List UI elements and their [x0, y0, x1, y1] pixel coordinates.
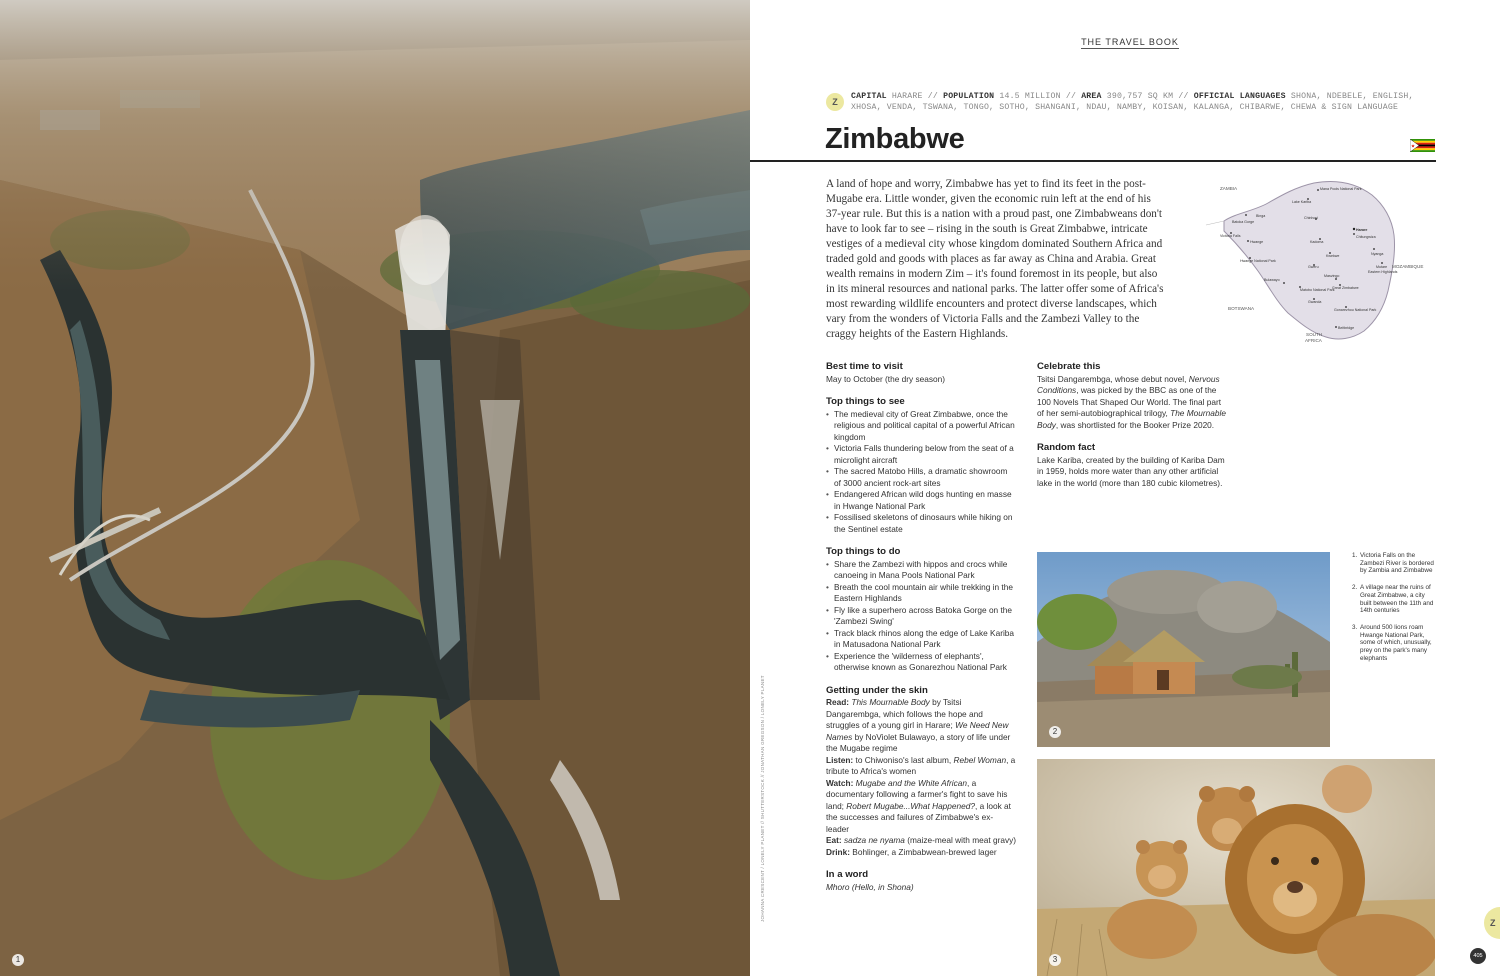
watch-text: , a documentary following a farmer's fight to save his land;: [826, 777, 1008, 811]
celebrate-part: , was shortlisted for the Booker Prize 2020.: [1055, 419, 1215, 430]
map-place-bulawayo: Bulawayo: [1264, 278, 1280, 282]
listen-text: , a tribute to Africa's women: [826, 754, 1016, 776]
eat-text: (maize-meal with meat gravy): [904, 835, 1017, 845]
map-place-masvingo: Masvingo: [1324, 274, 1340, 278]
watch-line: [826, 778, 1016, 836]
running-head: [1040, 37, 1220, 47]
in-a-word-value: Mhoro (Hello, in Shona): [826, 881, 914, 892]
watch-text: , a look at the successes and failures of Zimbabwe's ex-leader: [826, 800, 1011, 834]
area-value: 390,757 SQ KM: [1106, 92, 1174, 101]
listen-label: Listen:: [826, 754, 854, 765]
map-dot: [1335, 278, 1337, 280]
map-dot: [1317, 189, 1319, 191]
map-place-chinhoyi: Chinhoyi: [1304, 216, 1318, 220]
map-place-harare: Harare: [1356, 228, 1368, 232]
celebrate-title: The Mournable Body: [1037, 408, 1226, 430]
list-item: • Share the Zambezi with hippos and crocs while canoeing in Mana Pools National Park: [826, 559, 1016, 582]
read-label: Read:: [826, 697, 850, 707]
map-place-kwekwe: Kwekwe: [1326, 254, 1340, 258]
intro-paragraph: A land of hope and worry, Zimbabwe has yet to find its feet in the post-Mugabe era. Little wonder, given the economic ruin left at the end of his 37-year rule. But this is a nation with a proud past, one Zimbabweans don't have to look far to see – rising in the south is Great Zimbabwe, intricate vestiges of a medieval city whose kingdom dominated Southern Africa and traded gold and goods with places as far away as China and Arabia. Great wealth remains in modern Zim – it's found foremost in its people, but also in its mineral resources and national parks. The latter offer some of Africa's most rewarding wildlife encounters and protect diverse landscapes, which vary from the wonders of Victoria Falls and the Zambezi Valley to the craggy heights of the Eastern Highlands.: [826, 178, 1164, 340]
map-label-botswana: BOTSWANA: [1228, 306, 1255, 311]
top-see-section: [826, 396, 1016, 535]
page-number: 405: [1470, 948, 1486, 964]
population-label: POPULATION: [943, 92, 995, 101]
eat-label: Eat:: [826, 835, 842, 845]
listen-line: [826, 755, 1016, 778]
map-place-lake-kariba: Lake Kariba: [1292, 200, 1312, 204]
drink-label: Drink:: [826, 846, 850, 857]
under-skin-section: [826, 685, 1016, 859]
random-fact-section: [1037, 442, 1227, 489]
photo-credit-text: JOHANNA CRESCENT / LONELY PLANET // SHUTTERSTOCK // JONATHAN GREGSON / LONELY PLANET: [760, 675, 765, 922]
map-dot: [1283, 282, 1285, 284]
thumb-tab-letter: Z: [1484, 907, 1500, 939]
top-do-section: [826, 546, 1016, 674]
top-see-list: [826, 409, 1016, 536]
photo-number-3: 3: [1049, 954, 1061, 966]
read-title: We Need New Names: [826, 720, 1009, 742]
celebrate-section: [1037, 361, 1227, 431]
facts-text: [851, 91, 1436, 113]
area-label: AREA: [1081, 92, 1102, 101]
watch-title: Mugabe and the White African: [855, 777, 967, 788]
title-rule: [750, 160, 1436, 162]
languages-label: OFFICIAL LANGUAGES: [1193, 92, 1286, 101]
celebrate-part: Tsitsi Dangarembga, whose debut novel,: [1037, 373, 1189, 384]
caption-text: A village near the ruins of Great Zimbabwe, a city built between the 11th and 14th centuries: [1360, 584, 1434, 615]
photo-credit: [752, 675, 765, 922]
best-time-text: May to October (the dry season): [826, 373, 945, 384]
map-place-great-zimbabwe: Great Zimbabwe: [1332, 286, 1359, 290]
facts-separator: //: [1173, 92, 1194, 101]
map-dot: [1245, 214, 1247, 216]
lions-illustration: [1037, 759, 1435, 976]
best-time-heading: Best time to visit: [826, 361, 903, 372]
map-place-mutare: Mutare: [1376, 265, 1388, 269]
in-a-word-heading: In a word: [826, 869, 869, 880]
watch-title: Robert Mugabe...What Happened?: [846, 800, 975, 811]
map-place-gonarezhou: Gonarezhou National Park: [1334, 308, 1377, 312]
map-place-victoria-falls: Victoria Falls: [1220, 234, 1241, 238]
facts-separator: //: [1060, 92, 1082, 101]
list-item: • Endangered African wild dogs hunting en masse in Hwange National Park: [826, 489, 1016, 512]
map-dot: [1373, 248, 1375, 250]
drink-text: Bohlinger, a Zimbabwean-brewed lager: [849, 846, 997, 857]
read-text: by Tsitsi Dangarembga, which follows the hope and struggles of a young girl in Harare;: [826, 697, 983, 730]
in-a-word-section: [826, 869, 1016, 893]
photo-number-1: 1: [12, 954, 24, 966]
map-dot: [1353, 228, 1355, 230]
photo-captions: [1352, 552, 1436, 671]
map-label-africa: AFRICA: [1305, 338, 1322, 343]
list-item: • The medieval city of Great Zimbabwe, once the religious and political capital of a powerful African kingdom: [826, 409, 1016, 444]
map-dot: [1335, 326, 1337, 328]
read-title: This Mournable Body: [851, 697, 930, 707]
map-place-nyanga: Nyanga: [1371, 252, 1384, 256]
map-place-binga: Binga: [1256, 214, 1266, 218]
capital-label: CAPITAL: [851, 92, 887, 101]
info-column-left: [826, 361, 1016, 904]
map-place-gweru: Gweru: [1308, 265, 1319, 269]
list-item: • Fly like a superhero across Batoka Gorge on the 'Zambezi Swing': [826, 605, 1016, 628]
list-item: • Track black rhinos along the edge of Lake Kariba in Matusadona National Park: [826, 628, 1016, 651]
population-value: 14.5 MILLION: [999, 92, 1061, 101]
list-item: • Experience the 'wilderness of elephants', otherwise known as Gonarezhou National Park: [826, 651, 1016, 674]
caption-number: 2.: [1352, 584, 1358, 592]
top-do-list: [826, 559, 1016, 674]
facts-separator: //: [922, 92, 944, 101]
zimbabwe-map: [1196, 173, 1436, 351]
map-place-batoka-gorge: Batoka Gorge: [1232, 220, 1255, 224]
caption-text: Around 500 lions roam Hwange National Park, some of which, unusually, prey on the park's many elephants: [1360, 623, 1432, 662]
map-place-gwanda: Gwanda: [1308, 300, 1322, 304]
random-fact-heading: Random fact: [1037, 442, 1096, 453]
top-do-heading: Top things to do: [826, 546, 901, 557]
map-dot: [1381, 262, 1383, 264]
caption-text: Victoria Falls on the Zambezi River is bordered by Zambia and Zimbabwe: [1360, 552, 1434, 575]
celebrate-part: , was picked by the BBC as one of the 100 Novels That Shaped Our World. The final part of her semi-autobiographical trilogy,: [1037, 385, 1222, 418]
lions-photo: [1037, 759, 1435, 976]
caption-number: 1.: [1352, 552, 1358, 559]
page-title: Zimbabwe: [825, 123, 965, 155]
drink-line: [826, 847, 1016, 859]
running-head-text: THE TRAVEL BOOK: [1081, 37, 1179, 47]
map-place-matobo: Matobo National Park: [1300, 288, 1335, 292]
map-place-chitungwiza: Chitungwiza: [1356, 235, 1376, 239]
letter-badge: Z: [826, 93, 844, 111]
village-illustration: [1037, 552, 1330, 747]
map-label-south: SOUTH: [1306, 332, 1323, 337]
list-item: • Fossilised skeletons of dinosaurs while hiking on the Sentinel estate: [826, 512, 1016, 535]
top-see-heading: Top things to see: [826, 396, 905, 407]
capital-value: HARARE: [891, 92, 923, 101]
caption-item: [1352, 584, 1436, 615]
photo-number-2: 2: [1049, 726, 1061, 738]
map-place-eastern-highlands: Eastern Highlands: [1368, 270, 1398, 274]
celebrate-title: Nervous Conditions: [1037, 373, 1220, 395]
eat-title: sadza ne nyama: [844, 835, 905, 845]
caption-number: 3.: [1352, 623, 1358, 631]
watch-label: Watch:: [826, 777, 854, 788]
celebrate-heading: Celebrate this: [1037, 361, 1101, 372]
zimbabwe-flag-icon: [1410, 139, 1435, 152]
map-place-hwange: Hwange: [1250, 240, 1264, 244]
map-place-kadoma: Kadoma: [1310, 240, 1324, 244]
map-dot: [1247, 240, 1249, 242]
map-place-hwange-np: Hwange National Park: [1240, 259, 1276, 263]
country-facts: [826, 91, 1436, 113]
best-time-section: [826, 361, 1016, 385]
read-text: by NoViolet Bulawayo, a story of life under the Mugabe regime: [826, 731, 1011, 753]
read-line: [826, 697, 1016, 755]
languages-value: SHONA, NDEBELE, ENGLISH, XHOSA, VENDA, TSWANA, TONGO, SOTHO, SHANGANI, NDAU, NAMBY, KOISAN, KALANGA, CHIBARWE, CHEWA & SIGN LANGUAGE: [851, 92, 1414, 112]
village-photo: [1037, 552, 1330, 747]
list-item: • Victoria Falls thundering below from the seat of a microlight aircraft: [826, 443, 1016, 466]
eat-line: [826, 835, 1016, 847]
in-a-word-text: [826, 882, 1016, 894]
map-label-mozambique: MOZAMBIQUE: [1392, 264, 1424, 269]
caption-item: [1352, 552, 1436, 575]
map-dot: [1353, 233, 1355, 235]
under-skin-heading: Getting under the skin: [826, 684, 928, 696]
caption-item: [1352, 624, 1436, 663]
list-item: • Breath the cool mountain air while trekking in the Eastern Highlands: [826, 582, 1016, 605]
listen-text: to Chiwoniso's last album,: [853, 754, 954, 765]
map-place-beitbridge: Beitbridge: [1338, 326, 1355, 330]
list-item: • The sacred Matobo Hills, a dramatic showroom of 3000 ancient rock-art sites: [826, 466, 1016, 489]
celebrate-text: [1037, 374, 1227, 432]
info-column-right: [1037, 361, 1227, 500]
map-label-zambia: ZAMBIA: [1220, 186, 1238, 191]
listen-title: Rebel Woman: [953, 754, 1007, 765]
map-place-mana-pools: Mana Pools National Park: [1320, 187, 1362, 191]
random-fact-text: Lake Kariba, created by the building of Kariba Dam in 1959, holds more water than any other artificial lake in the world (more than 180 cubic kilometres).: [1037, 454, 1225, 488]
